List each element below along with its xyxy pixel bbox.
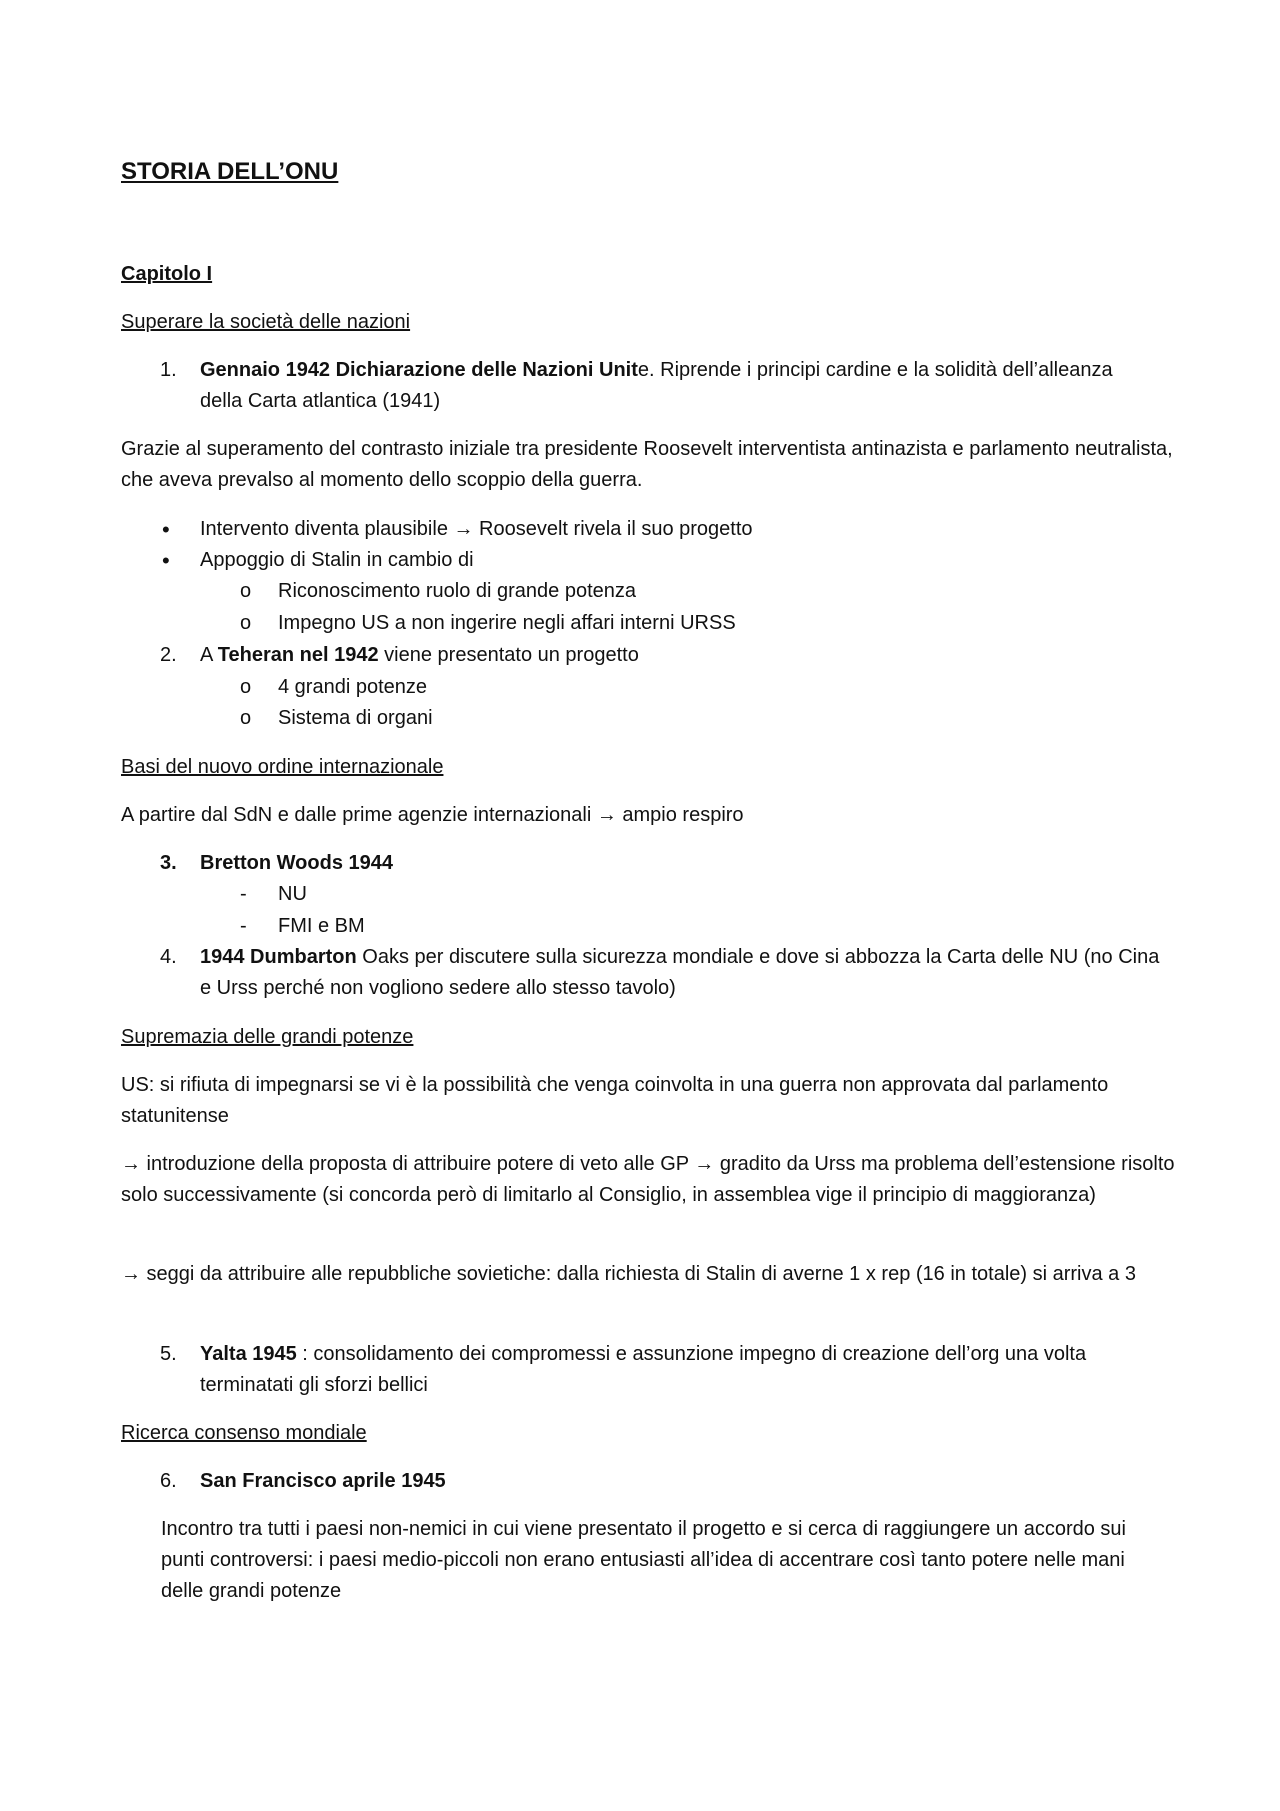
paragraph: Incontro tra tutti i paesi non-nemici in cui viene presentato il progetto e si cerca di raggiungere un accordo sui punti controversi: i paesi medio-piccoli non erano entusiasti all’idea di accentrare così tanto potere nelle mani delle grandi potenze — [161, 1518, 1126, 1602]
bullet-marker: • — [162, 517, 170, 542]
bullet-marker: • — [162, 548, 170, 573]
list-number: 4. — [160, 946, 177, 968]
item-text: viene presentato un progetto — [378, 644, 639, 666]
paragraph: → seggi da attribuire alle repubbliche sovietiche: dalla richiesta di Stalin di averne 1 x rep (16 in totale) si arriva a 3 — [121, 1263, 1136, 1285]
list-number: 2. — [160, 644, 177, 666]
section-heading: Superare la società delle nazioni — [121, 311, 411, 333]
section-heading: Basi del nuovo ordine internazionale — [121, 756, 444, 778]
list-item: Bretton Woods 1944 — [200, 852, 393, 874]
sub-marker: o — [240, 580, 252, 602]
item-text: : consolidamento dei compromessi e assunzione impegno di creazione dell’org una volta terminatati gli sforzi bellici — [200, 1343, 1087, 1396]
bold-text: Gennaio 1942 Dichiarazione delle Nazioni Unit — [200, 359, 638, 381]
bold-text: Teheran nel 1942 — [217, 644, 379, 666]
sub-marker: o — [240, 612, 252, 634]
section-heading: Supremazia delle grandi potenze — [121, 1026, 414, 1048]
dash-marker: - — [240, 915, 247, 937]
sub-item: FMI e BM — [278, 915, 365, 937]
list-item — [200, 942, 1160, 1004]
list-item — [200, 640, 1160, 671]
section-heading: Ricerca consenso mondiale — [121, 1422, 367, 1444]
list-number: 5. — [160, 1343, 177, 1365]
sub-marker: o — [240, 676, 252, 698]
document-title: STORIA DELL’ONU — [121, 158, 339, 185]
list-number: 3. — [160, 852, 177, 874]
paragraph: A partire dal SdN e dalle prime agenzie internazionali → ampio respiro — [121, 804, 744, 826]
list-item — [200, 355, 1160, 417]
sub-item: Impegno US a non ingerire negli affari interni URSS — [278, 612, 736, 634]
item-text: e. Riprende i principi cardine e la solidità dell’alleanza della Carta atlantica (1941) — [200, 359, 1113, 412]
sub-item: NU — [278, 883, 307, 905]
sub-marker: o — [240, 707, 252, 729]
sub-item: Sistema di organi — [278, 707, 433, 729]
bullet-item: Intervento diventa plausibile → Roosevelt rivela il suo progetto — [200, 518, 753, 540]
chapter-heading: Capitolo I — [121, 263, 213, 285]
item-text: Oaks per discutere sulla sicurezza mondiale e dove si abbozza la Carta delle NU (no Cina e Urss perché non vogliono sedere allo stesso tavolo) — [200, 946, 1160, 999]
list-item: San Francisco aprile 1945 — [200, 1470, 446, 1492]
sub-item: 4 grandi potenze — [278, 676, 428, 698]
sub-item: Riconoscimento ruolo di grande potenza — [278, 580, 636, 602]
dash-marker: - — [240, 883, 247, 905]
paragraph: US: si rifiuta di impegnarsi se vi è la possibilità che venga coinvolta in una guerra non approvata dal parlamento statunitense — [121, 1074, 1109, 1127]
list-item — [200, 1339, 1160, 1401]
bold-text: 1944 Dumbarton — [200, 946, 357, 968]
list-number: 6. — [160, 1470, 177, 1492]
bold-text: Yalta 1945 — [200, 1343, 297, 1365]
paragraph: → introduzione della proposta di attribuire potere di veto alle GP → gradito da Urss ma problema dell’estensione risolto solo successivamente (si concorda però di limitarlo al Consiglio, in assemblea vige il principio di maggioranza) — [121, 1153, 1175, 1206]
bullet-item: Appoggio di Stalin in cambio di — [200, 549, 474, 571]
item-text: A — [200, 644, 218, 666]
list-number: 1. — [160, 359, 177, 381]
paragraph: Grazie al superamento del contrasto iniziale tra presidente Roosevelt interventista antinazista e parlamento neutralista, che aveva prevalso al momento dello scoppio della guerra. — [121, 438, 1173, 491]
